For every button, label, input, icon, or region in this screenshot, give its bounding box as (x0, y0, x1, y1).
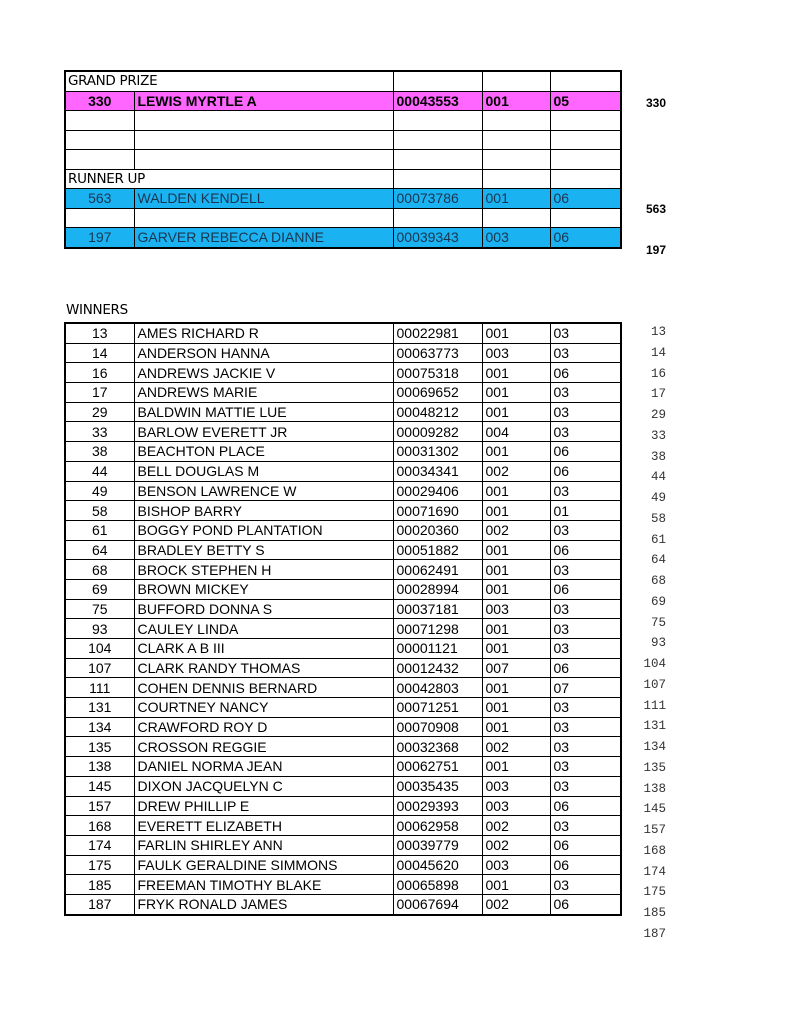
entry-code2: 03 (550, 422, 621, 442)
side-number: 69 (650, 594, 666, 609)
entry-code1: 002 (482, 835, 550, 855)
entry-number: 64 (65, 540, 134, 560)
winner-row (65, 520, 621, 540)
entry-code1: 001 (482, 540, 550, 560)
entry-code2: 03 (550, 481, 621, 501)
entry-account: 00069652 (393, 383, 482, 403)
entry-name: BOGGY POND PLANTATION (134, 520, 393, 540)
entry-number: 44 (65, 461, 134, 481)
entry-account: 00020360 (393, 520, 482, 540)
entry-name: BROCK STEPHEN H (134, 560, 393, 580)
entry-number: 157 (65, 796, 134, 816)
entry-name: ANDREWS JACKIE V (134, 363, 393, 383)
entry-number: 68 (65, 560, 134, 580)
entry-name: FARLIN SHIRLEY ANN (134, 835, 393, 855)
entry-account: 00065898 (393, 875, 482, 895)
winners-table (64, 322, 622, 916)
side-number: 174 (643, 864, 666, 879)
entry-code2: 06 (550, 189, 621, 209)
entry-number: 69 (65, 579, 134, 599)
winner-row (65, 323, 621, 343)
winner-row (65, 737, 621, 757)
empty-row (65, 111, 621, 131)
runner-up-row (65, 189, 621, 209)
side-number: 38 (650, 449, 666, 464)
entry-account: 00042803 (393, 678, 482, 698)
grand-prize-label: GRAND PRIZE (65, 71, 393, 91)
entry-code2: 06 (550, 796, 621, 816)
entry-account: 00062958 (393, 816, 482, 836)
winner-row (65, 619, 621, 639)
entry-number: 17 (65, 383, 134, 403)
entry-account: 00071251 (393, 698, 482, 718)
entry-number: 135 (65, 737, 134, 757)
entry-code1: 003 (482, 343, 550, 363)
prize-table (64, 70, 622, 249)
entry-account: 00051882 (393, 540, 482, 560)
entry-code2: 03 (550, 639, 621, 659)
entry-code1: 002 (482, 816, 550, 836)
side-number: 58 (650, 511, 666, 526)
entry-name: CLARK RANDY THOMAS (134, 658, 393, 678)
entry-name: FREEMAN TIMOTHY BLAKE (134, 875, 393, 895)
entry-number: 58 (65, 501, 134, 521)
entry-code1: 001 (482, 639, 550, 659)
entry-number: 175 (65, 855, 134, 875)
winner-row (65, 757, 621, 777)
entry-code1: 001 (482, 383, 550, 403)
entry-code2: 03 (550, 816, 621, 836)
entry-code2: 03 (550, 619, 621, 639)
entry-code1: 001 (482, 189, 550, 209)
side-number: 33 (650, 428, 666, 443)
entry-name: BARLOW EVERETT JR (134, 422, 393, 442)
side-number: 104 (643, 657, 666, 671)
side-number: 563 (645, 202, 666, 216)
entry-number: 38 (65, 442, 134, 462)
side-number: 138 (643, 781, 666, 796)
entry-name: BISHOP BARRY (134, 501, 393, 521)
winner-row (65, 560, 621, 580)
winner-row (65, 678, 621, 698)
entry-account: 00062491 (393, 560, 482, 580)
side-number: 29 (650, 408, 666, 422)
winner-row (65, 579, 621, 599)
entry-number: 93 (65, 619, 134, 639)
entry-code1: 002 (482, 737, 550, 757)
winner-row (65, 599, 621, 619)
entry-code2: 07 (550, 678, 621, 698)
entry-code2: 06 (550, 540, 621, 560)
entry-name: BALDWIN MATTIE LUE (134, 402, 393, 422)
entry-code1: 001 (482, 402, 550, 422)
entry-code1: 001 (482, 323, 550, 343)
entry-account: 00075318 (393, 363, 482, 383)
entry-account: 00073786 (393, 189, 482, 209)
empty-row (65, 208, 621, 228)
side-number: 187 (643, 926, 666, 941)
entry-name: DREW PHILLIP E (134, 796, 393, 816)
entry-number: 563 (65, 189, 134, 209)
side-number: 330 (645, 96, 666, 110)
entry-number: 174 (65, 835, 134, 855)
entry-name: WALDEN KENDELL (134, 189, 393, 209)
entry-name: COHEN DENNIS BERNARD (134, 678, 393, 698)
entry-account: 00031302 (393, 442, 482, 462)
entry-code1: 003 (482, 776, 550, 796)
entry-name: FAULK GERALDINE SIMMONS (134, 855, 393, 875)
side-number: 14 (650, 345, 666, 360)
entry-code2: 03 (550, 402, 621, 422)
entry-code1: 002 (482, 461, 550, 481)
winner-row (65, 402, 621, 422)
entry-code1: 001 (482, 717, 550, 737)
entry-number: 134 (65, 717, 134, 737)
entry-code2: 06 (550, 658, 621, 678)
winner-row (65, 481, 621, 501)
entry-number: 107 (65, 658, 134, 678)
winner-row (65, 383, 621, 403)
entry-account: 00039779 (393, 835, 482, 855)
entry-name: CAULEY LINDA (134, 619, 393, 639)
entry-account: 00070908 (393, 717, 482, 737)
entry-code1: 003 (482, 796, 550, 816)
entry-name: CLARK A B III (134, 639, 393, 659)
entry-code1: 002 (482, 520, 550, 540)
entry-account: 00048212 (393, 402, 482, 422)
side-number: 13 (650, 325, 666, 339)
entry-code1: 001 (482, 442, 550, 462)
entry-number: 138 (65, 757, 134, 777)
entry-code1: 001 (482, 91, 550, 111)
empty-row (65, 130, 621, 150)
winner-row (65, 422, 621, 442)
entry-account: 00009282 (393, 422, 482, 442)
entry-account: 00071690 (393, 501, 482, 521)
entry-code2: 03 (550, 383, 621, 403)
entry-code1: 001 (482, 579, 550, 599)
winner-row (65, 816, 621, 836)
entry-code2: 06 (550, 363, 621, 383)
entry-number: 168 (65, 816, 134, 836)
entry-code1: 007 (482, 658, 550, 678)
side-number: 197 (645, 243, 666, 257)
entry-code2: 06 (550, 442, 621, 462)
entry-account: 00029393 (393, 796, 482, 816)
winner-row (65, 501, 621, 521)
winner-row (65, 698, 621, 718)
entry-account: 00029406 (393, 481, 482, 501)
winner-row (65, 658, 621, 678)
winner-row (65, 363, 621, 383)
entry-account: 00001121 (393, 639, 482, 659)
entry-code1: 001 (482, 698, 550, 718)
winner-row (65, 875, 621, 895)
entry-number: 33 (65, 422, 134, 442)
side-number: 64 (650, 553, 666, 568)
side-number: 16 (650, 366, 666, 381)
entry-name: BENSON LAWRENCE W (134, 481, 393, 501)
winner-row (65, 461, 621, 481)
entry-code1: 001 (482, 481, 550, 501)
entry-code2: 06 (550, 461, 621, 481)
side-number: 185 (643, 906, 666, 920)
winner-row (65, 835, 621, 855)
entry-number: 330 (65, 91, 134, 111)
entry-account: 00062751 (393, 757, 482, 777)
entry-code2: 06 (550, 894, 621, 914)
entry-account: 00034341 (393, 461, 482, 481)
side-number: 135 (643, 760, 666, 775)
entry-name: BUFFORD DONNA S (134, 599, 393, 619)
entry-name: EVERETT ELIZABETH (134, 816, 393, 836)
entry-code2: 03 (550, 599, 621, 619)
entry-number: 75 (65, 599, 134, 619)
winner-row (65, 639, 621, 659)
entry-name: DIXON JACQUELYN C (134, 776, 393, 796)
winner-row (65, 717, 621, 737)
entry-name: FRYK RONALD JAMES (134, 894, 393, 914)
entry-code1: 001 (482, 757, 550, 777)
entry-code1: 003 (482, 228, 550, 248)
entry-name: LEWIS MYRTLE A (134, 91, 393, 111)
entry-code1: 002 (482, 894, 550, 914)
entry-code2: 03 (550, 757, 621, 777)
entry-account: 00039343 (393, 228, 482, 248)
entry-number: 29 (65, 402, 134, 422)
entry-account: 00012432 (393, 658, 482, 678)
entry-code2: 03 (550, 520, 621, 540)
entry-number: 111 (65, 678, 134, 698)
entry-code2: 03 (550, 737, 621, 757)
side-number: 61 (650, 532, 666, 547)
side-number: 49 (650, 491, 666, 505)
entry-account: 00035435 (393, 776, 482, 796)
side-number: 17 (650, 387, 666, 402)
entry-number: 16 (65, 363, 134, 383)
entry-number: 13 (65, 323, 134, 343)
winner-row (65, 442, 621, 462)
side-number: 68 (650, 574, 666, 588)
entry-account: 00032368 (393, 737, 482, 757)
entry-code2: 03 (550, 875, 621, 895)
entry-code2: 03 (550, 343, 621, 363)
entry-name: BROWN MICKEY (134, 579, 393, 599)
entry-number: 49 (65, 481, 134, 501)
entry-code1: 001 (482, 678, 550, 698)
entry-name: COURTNEY NANCY (134, 698, 393, 718)
runner-up-row (65, 228, 621, 248)
entry-name: CROSSON REGGIE (134, 737, 393, 757)
empty-row (65, 150, 621, 170)
entry-number: 145 (65, 776, 134, 796)
entry-account: 00037181 (393, 599, 482, 619)
entry-account: 00067694 (393, 894, 482, 914)
entry-code2: 06 (550, 579, 621, 599)
entry-name: ANDERSON HANNA (134, 343, 393, 363)
runner-up-header-row (65, 169, 621, 189)
entry-code1: 001 (482, 560, 550, 580)
side-number: 157 (643, 823, 666, 837)
entry-code2: 01 (550, 501, 621, 521)
entry-code1: 003 (482, 855, 550, 875)
entry-code2: 03 (550, 323, 621, 343)
entry-name: BEACHTON PLACE (134, 442, 393, 462)
entry-code1: 001 (482, 619, 550, 639)
entry-name: CRAWFORD ROY D (134, 717, 393, 737)
entry-account: 00028994 (393, 579, 482, 599)
side-number: 75 (650, 615, 666, 630)
entry-number: 185 (65, 875, 134, 895)
entry-name: BELL DOUGLAS M (134, 461, 393, 481)
side-number: 134 (643, 740, 666, 754)
entry-code2: 06 (550, 835, 621, 855)
side-number: 131 (643, 719, 666, 734)
entry-account: 00045620 (393, 855, 482, 875)
entry-account: 00071298 (393, 619, 482, 639)
side-number: 168 (643, 843, 666, 858)
entry-number: 197 (65, 228, 134, 248)
entry-number: 14 (65, 343, 134, 363)
entry-account: 00063773 (393, 343, 482, 363)
entry-code2: 03 (550, 698, 621, 718)
side-number: 107 (643, 677, 666, 692)
side-number: 44 (650, 470, 666, 485)
entry-name: AMES RICHARD R (134, 323, 393, 343)
entry-code2: 03 (550, 776, 621, 796)
entry-code2: 06 (550, 855, 621, 875)
entry-number: 61 (65, 520, 134, 540)
entry-number: 104 (65, 639, 134, 659)
runner-up-label: RUNNER UP (65, 169, 393, 189)
entry-code1: 004 (482, 422, 550, 442)
entry-name: DANIEL NORMA JEAN (134, 757, 393, 777)
winner-row (65, 855, 621, 875)
entry-code2: 03 (550, 560, 621, 580)
side-number: 175 (643, 885, 666, 900)
grand-prize-header-row (65, 71, 621, 91)
entry-code1: 003 (482, 599, 550, 619)
entry-code1: 001 (482, 363, 550, 383)
entry-account: 00022981 (393, 323, 482, 343)
entry-number: 131 (65, 698, 134, 718)
entry-code2: 05 (550, 91, 621, 111)
entry-name: BRADLEY BETTY S (134, 540, 393, 560)
winner-row (65, 343, 621, 363)
entry-code1: 001 (482, 875, 550, 895)
entry-name: ANDREWS MARIE (134, 383, 393, 403)
winner-row (65, 540, 621, 560)
winners-label: WINNERS (66, 302, 128, 318)
entry-code1: 001 (482, 501, 550, 521)
winner-row (65, 776, 621, 796)
side-number: 111 (643, 698, 666, 713)
side-number: 145 (643, 802, 666, 817)
entry-code2: 03 (550, 717, 621, 737)
grand-prize-row (65, 91, 621, 111)
entry-number: 187 (65, 894, 134, 914)
winner-row (65, 796, 621, 816)
entry-account: 00043553 (393, 91, 482, 111)
entry-name: GARVER REBECCA DIANNE (134, 228, 393, 248)
side-number: 93 (650, 636, 666, 651)
entry-code2: 06 (550, 228, 621, 248)
winner-row (65, 894, 621, 914)
